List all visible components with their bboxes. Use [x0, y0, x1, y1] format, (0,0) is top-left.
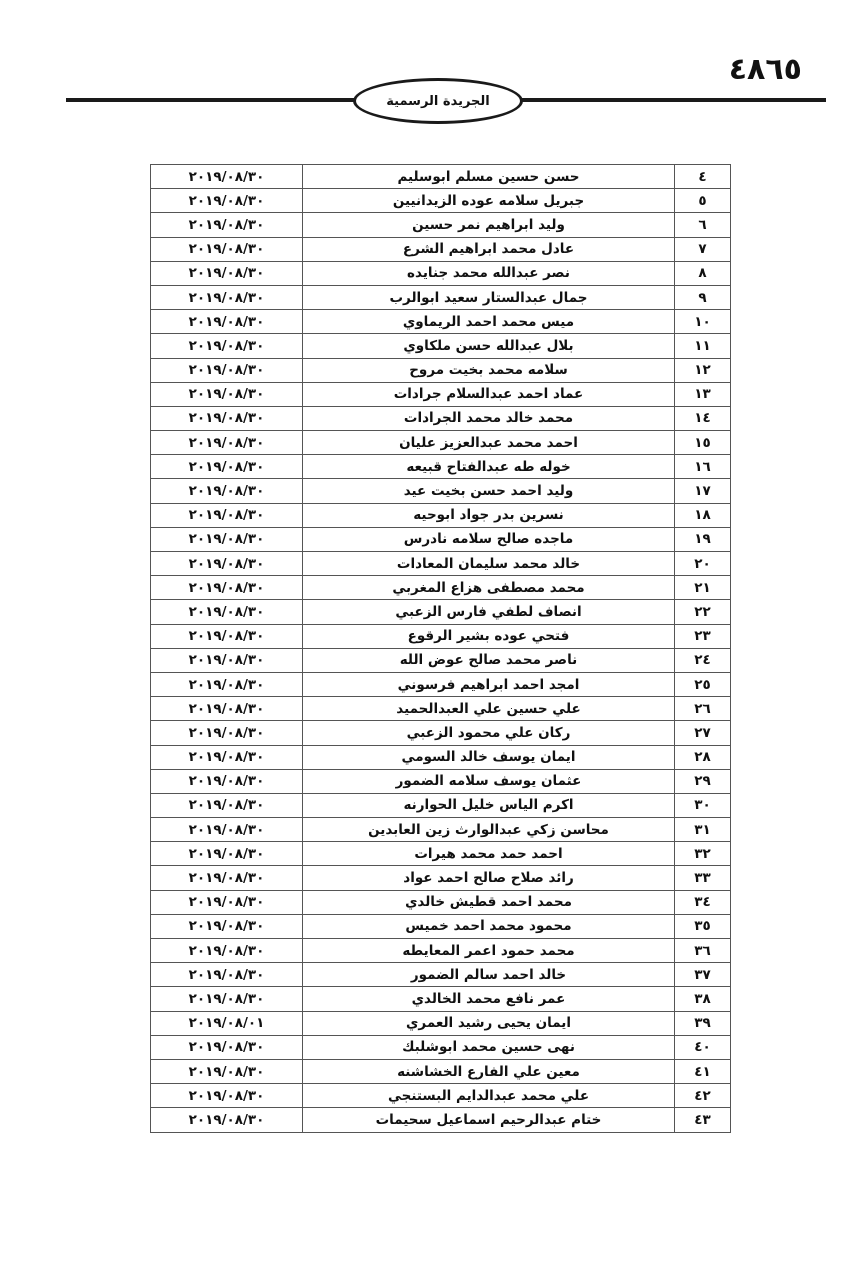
table-row: [151, 1011, 731, 1035]
row-name: بلال عبدالله حسن ملكاوي: [303, 334, 675, 358]
row-name: وليد ابراهيم نمر حسين: [303, 213, 675, 237]
table-row: [151, 697, 731, 721]
row-date: ٢٠١٩/٠٨/٣٠: [151, 406, 303, 430]
row-name: عثمان يوسف سلامه الضمور: [303, 769, 675, 793]
row-name: محمد خالد محمد الجرادات: [303, 406, 675, 430]
row-name: عادل محمد ابراهيم الشرع: [303, 237, 675, 261]
row-number: ٣٥: [675, 914, 731, 938]
gazette-title-oval: [353, 78, 523, 124]
row-number: ٢٣: [675, 624, 731, 648]
row-date: ٢٠١٩/٠٨/٣٠: [151, 769, 303, 793]
row-name: ايمان يحيى رشيد العمري: [303, 1011, 675, 1035]
row-number: ٣٧: [675, 963, 731, 987]
row-number: ١٣: [675, 382, 731, 406]
page-number: ٤٨٦٥: [728, 52, 802, 87]
row-date: ٢٠١٩/٠٨/٣٠: [151, 455, 303, 479]
table-row: [151, 721, 731, 745]
row-number: ٣٩: [675, 1011, 731, 1035]
row-name: احمد محمد عبدالعزيز عليان: [303, 431, 675, 455]
row-number: ٢٢: [675, 600, 731, 624]
row-name: عمر نافع محمد الخالدي: [303, 987, 675, 1011]
row-number: ٢٦: [675, 697, 731, 721]
names-table-body: [151, 165, 731, 1133]
row-number: ١٥: [675, 431, 731, 455]
row-date: ٢٠١٩/٠٨/٣٠: [151, 842, 303, 866]
row-date: ٢٠١٩/٠٨/٣٠: [151, 987, 303, 1011]
table-row: [151, 939, 731, 963]
row-date: ٢٠١٩/٠٨/٠١: [151, 1011, 303, 1035]
row-date: ٢٠١٩/٠٨/٣٠: [151, 600, 303, 624]
row-number: ٢٠: [675, 552, 731, 576]
row-date: ٢٠١٩/٠٨/٣٠: [151, 1035, 303, 1059]
row-date: ٢٠١٩/٠٨/٣٠: [151, 285, 303, 309]
row-date: ٢٠١٩/٠٨/٣٠: [151, 1059, 303, 1083]
row-name: جمال عبدالستار سعيد ابوالرب: [303, 285, 675, 309]
row-number: ٣٤: [675, 890, 731, 914]
row-number: ١٠: [675, 310, 731, 334]
row-date: ٢٠١٩/٠٨/٣٠: [151, 648, 303, 672]
row-name: سلامه محمد بخيت مروح: [303, 358, 675, 382]
row-date: ٢٠١٩/٠٨/٣٠: [151, 745, 303, 769]
row-name: جبريل سلامه عوده الزيدانيين: [303, 189, 675, 213]
row-number: ٣٦: [675, 939, 731, 963]
row-number: ٤٢: [675, 1084, 731, 1108]
row-name: ناصر محمد صالح عوض الله: [303, 648, 675, 672]
row-name: حسن حسين مسلم ابوسليم: [303, 165, 675, 189]
table-row: [151, 624, 731, 648]
table-row: [151, 237, 731, 261]
table-row: [151, 890, 731, 914]
row-date: ٢٠١٩/٠٨/٣٠: [151, 358, 303, 382]
row-number: ٢٥: [675, 672, 731, 696]
row-number: ١٦: [675, 455, 731, 479]
table-row: [151, 987, 731, 1011]
table-row: [151, 1108, 731, 1132]
row-number: ٧: [675, 237, 731, 261]
table-row: [151, 382, 731, 406]
row-name: ايمان يوسف خالد السومي: [303, 745, 675, 769]
table-row: [151, 431, 731, 455]
row-number: ٩: [675, 285, 731, 309]
row-date: ٢٠١٩/٠٨/٣٠: [151, 503, 303, 527]
table-row: [151, 189, 731, 213]
row-number: ٣٨: [675, 987, 731, 1011]
row-name: خالد احمد سالم الضمور: [303, 963, 675, 987]
row-date: ٢٠١٩/٠٨/٣٠: [151, 189, 303, 213]
row-number: ٣٢: [675, 842, 731, 866]
row-number: ١٢: [675, 358, 731, 382]
row-name: رائد صلاح صالح احمد عواد: [303, 866, 675, 890]
row-name: نسرين بدر جواد ابوحيه: [303, 503, 675, 527]
row-date: ٢٠١٩/٠٨/٣٠: [151, 963, 303, 987]
table-row: [151, 455, 731, 479]
row-number: ٤٠: [675, 1035, 731, 1059]
table-row: [151, 1084, 731, 1108]
row-name: معين علي الفارع الخشاشنه: [303, 1059, 675, 1083]
table-row: [151, 1035, 731, 1059]
row-number: ١١: [675, 334, 731, 358]
table-row: [151, 479, 731, 503]
table-row: [151, 503, 731, 527]
table-row: [151, 213, 731, 237]
row-name: ركان علي محمود الزعبي: [303, 721, 675, 745]
row-date: ٢٠١٩/٠٨/٣٠: [151, 261, 303, 285]
row-date: ٢٠١٩/٠٨/٣٠: [151, 721, 303, 745]
row-date: ٢٠١٩/٠٨/٣٠: [151, 237, 303, 261]
row-date: ٢٠١٩/٠٨/٣٠: [151, 310, 303, 334]
row-number: ٣٣: [675, 866, 731, 890]
row-number: ٢٨: [675, 745, 731, 769]
row-date: ٢٠١٩/٠٨/٣٠: [151, 939, 303, 963]
row-date: ٢٠١٩/٠٨/٣٠: [151, 165, 303, 189]
row-name: محاسن زكي عبدالوارث زين العابدين: [303, 818, 675, 842]
table-row: [151, 842, 731, 866]
row-date: ٢٠١٩/٠٨/٣٠: [151, 890, 303, 914]
row-name: نهى حسين محمد ابوشلبك: [303, 1035, 675, 1059]
table-row: [151, 600, 731, 624]
row-number: ٣١: [675, 818, 731, 842]
row-name: ماجده صالح سلامه نادرس: [303, 527, 675, 551]
row-number: ٣٠: [675, 793, 731, 817]
table-row: [151, 769, 731, 793]
row-number: ٢٩: [675, 769, 731, 793]
row-number: ٦: [675, 213, 731, 237]
row-number: ٤٣: [675, 1108, 731, 1132]
row-name: نصر عبدالله محمد جنايده: [303, 261, 675, 285]
row-number: ٨: [675, 261, 731, 285]
table-row: [151, 745, 731, 769]
table-row: [151, 310, 731, 334]
row-name: احمد حمد محمد هيرات: [303, 842, 675, 866]
row-date: ٢٠١٩/٠٨/٣٠: [151, 624, 303, 648]
table-row: [151, 648, 731, 672]
table-row: [151, 165, 731, 189]
row-name: ميس محمد احمد الريماوي: [303, 310, 675, 334]
row-date: ٢٠١٩/٠٨/٣٠: [151, 479, 303, 503]
row-number: ٢١: [675, 576, 731, 600]
table-row: [151, 552, 731, 576]
row-date: ٢٠١٩/٠٨/٣٠: [151, 914, 303, 938]
row-date: ٢٠١٩/٠٨/٣٠: [151, 552, 303, 576]
table-row: [151, 334, 731, 358]
table-row: [151, 261, 731, 285]
row-name: خالد محمد سليمان المعادات: [303, 552, 675, 576]
row-name: فتحي عوده بشير الرقوع: [303, 624, 675, 648]
row-date: ٢٠١٩/٠٨/٣٠: [151, 1108, 303, 1132]
row-number: ٢٤: [675, 648, 731, 672]
row-name: محمد احمد قطيش خالدي: [303, 890, 675, 914]
table-row: [151, 358, 731, 382]
row-number: ١٤: [675, 406, 731, 430]
row-date: ٢٠١٩/٠٨/٣٠: [151, 213, 303, 237]
row-date: ٢٠١٩/٠٨/٣٠: [151, 818, 303, 842]
table-row: [151, 285, 731, 309]
row-number: ٤١: [675, 1059, 731, 1083]
table-row: [151, 1059, 731, 1083]
row-name: محمد حمود اعمر المعايطه: [303, 939, 675, 963]
table-row: [151, 406, 731, 430]
row-number: ٥: [675, 189, 731, 213]
row-name: ختام عبدالرحيم اسماعيل سحيمات: [303, 1108, 675, 1132]
row-name: محمد مصطفى هزاع المغربي: [303, 576, 675, 600]
row-date: ٢٠١٩/٠٨/٣٠: [151, 697, 303, 721]
row-date: ٢٠١٩/٠٨/٣٠: [151, 527, 303, 551]
table-row: [151, 527, 731, 551]
row-date: ٢٠١٩/٠٨/٣٠: [151, 576, 303, 600]
gazette-title: الجريدة الرسمية: [386, 93, 490, 109]
table-row: [151, 793, 731, 817]
row-date: ٢٠١٩/٠٨/٣٠: [151, 431, 303, 455]
row-name: عماد احمد عبدالسلام جرادات: [303, 382, 675, 406]
row-name: امجد احمد ابراهيم فرسوني: [303, 672, 675, 696]
row-name: خوله طه عبدالفتاح قبيعه: [303, 455, 675, 479]
row-date: ٢٠١٩/٠٨/٣٠: [151, 382, 303, 406]
row-number: ١٧: [675, 479, 731, 503]
row-date: ٢٠١٩/٠٨/٣٠: [151, 672, 303, 696]
row-date: ٢٠١٩/٠٨/٣٠: [151, 866, 303, 890]
table-row: [151, 818, 731, 842]
row-name: علي محمد عبدالدايم البستنجي: [303, 1084, 675, 1108]
names-table: [150, 164, 731, 1133]
row-number: ٤: [675, 165, 731, 189]
row-date: ٢٠١٩/٠٨/٣٠: [151, 793, 303, 817]
row-name: وليد احمد حسن بخيت عيد: [303, 479, 675, 503]
row-number: ١٩: [675, 527, 731, 551]
row-name: انصاف لطفي فارس الزعبي: [303, 600, 675, 624]
row-number: ٢٧: [675, 721, 731, 745]
row-number: ١٨: [675, 503, 731, 527]
row-name: علي حسين علي العبدالحميد: [303, 697, 675, 721]
row-name: محمود محمد احمد خميس: [303, 914, 675, 938]
table-row: [151, 866, 731, 890]
row-date: ٢٠١٩/٠٨/٣٠: [151, 1084, 303, 1108]
table-row: [151, 672, 731, 696]
table-row: [151, 914, 731, 938]
row-date: ٢٠١٩/٠٨/٣٠: [151, 334, 303, 358]
table-row: [151, 576, 731, 600]
row-name: اكرم الياس خليل الحوارنه: [303, 793, 675, 817]
table-row: [151, 963, 731, 987]
